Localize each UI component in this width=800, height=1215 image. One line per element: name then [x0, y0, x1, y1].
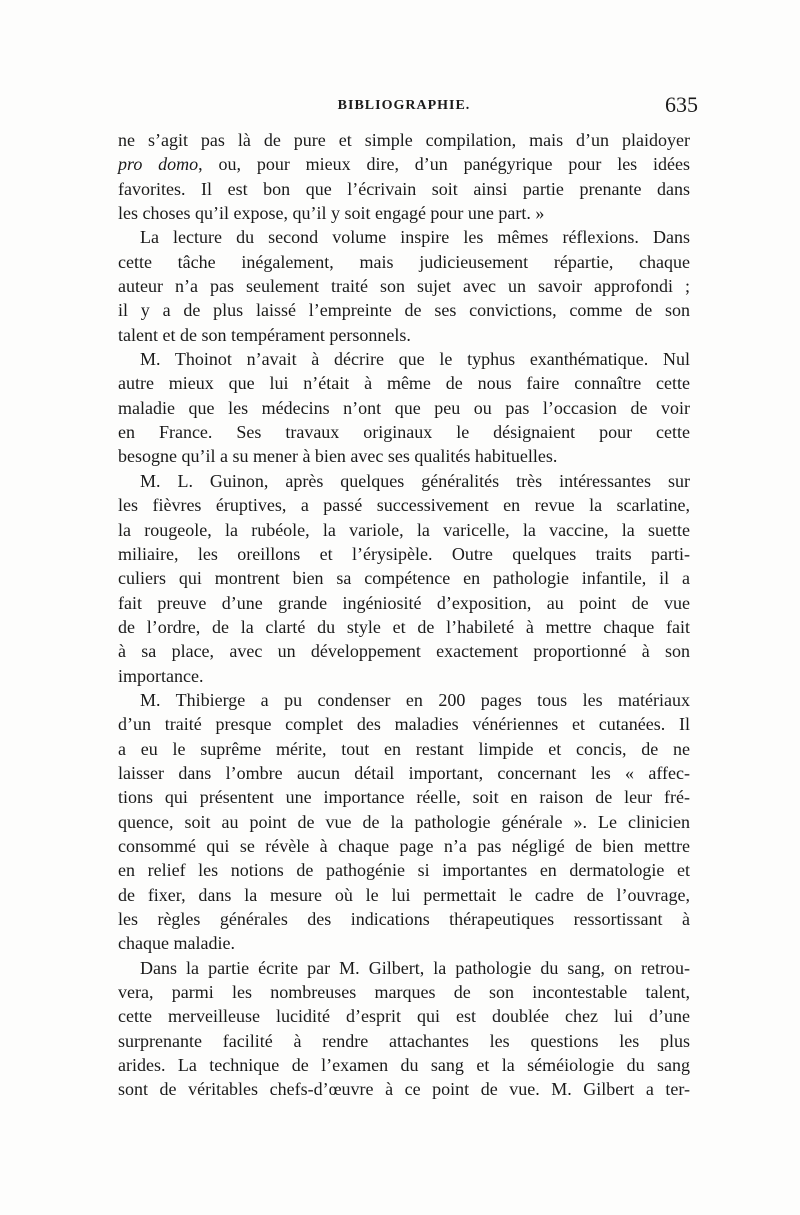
- text-line: tions qui présentent une importance réelle, soit en raison de leur fré-: [118, 787, 690, 808]
- text-line: il y a de plus laissé l’empreinte de ses convictions, comme de son: [118, 300, 690, 321]
- text-line: miliaire, les oreillons et l’érysipèle. Outre quelques traits parti-: [118, 543, 690, 564]
- paragraph: [118, 469, 690, 688]
- text-line: surprenante facilité à rendre attachantes les questions les plus: [118, 1030, 690, 1051]
- text-line: sont de véritables chefs-d’œuvre à ce point de vue. M. Gilbert a ter-: [118, 1079, 690, 1100]
- text-line: quence, soit au point de vue de la pathologie générale ». Le clinicien: [118, 811, 690, 832]
- text-line: la rougeole, la rubéole, la variole, la varicelle, la vaccine, la suette: [118, 519, 690, 540]
- text-line: vera, parmi les nombreuses marques de son incontestable talent,: [118, 982, 690, 1003]
- text-line: les règles générales des indications thérapeutiques ressortissant à: [118, 909, 690, 929]
- text-line: maladie que les médecins n’ont que peu ou pas l’occasion de voir: [118, 397, 690, 418]
- text-line: M. Thibierge a pu condenser en 200 pages tous les matériaux: [140, 689, 690, 710]
- text-line: laisser dans l’ombre aucun détail important, concernant les « affec-: [118, 762, 690, 783]
- running-head: [118, 92, 698, 122]
- text-line: de fixer, dans la mesure où le lui permettait le cadre de l’ouvrage,: [118, 884, 690, 905]
- text-line: les choses qu’il expose, qu’il y soit engagé pour une part. »: [118, 203, 545, 224]
- text-line: M. Thoinot n’avait à décrire que le typhus exanthématique. Nul: [140, 349, 690, 370]
- text-line: fait preuve d’une grande ingéniosité d’exposition, au point de vue: [118, 592, 690, 613]
- text-line: cette tâche inégalement, mais judicieusement répartie, chaque: [118, 251, 690, 272]
- text-line: cette merveilleuse lucidité d’esprit qui est doublée chez lui d’une: [118, 1006, 690, 1027]
- text-line: Dans la partie écrite par M. Gilbert, la pathologie du sang, on retrou-: [140, 957, 690, 978]
- paragraph: [118, 956, 690, 1102]
- text-line: ne s’agit pas là de pure et simple compilation, mais d’un plaidoyer: [118, 130, 690, 150]
- text-line: en France. Ses travaux originaux le désignaient pour cette: [118, 422, 690, 443]
- paragraph: [118, 347, 690, 469]
- text-line: talent et de son tempérament personnels.: [118, 324, 411, 345]
- text-line: autre mieux que lui n’était à même de nous faire connaître cette: [118, 373, 690, 394]
- text-line: d’un traité presque complet des maladies vénériennes et cutanées. Il: [118, 714, 690, 735]
- text-line: consommé qui se révèle à chaque page n’a pas négligé de bien mettre: [118, 835, 690, 856]
- text-line: favorites. Il est bon que l’écrivain soit ainsi partie prenante dans: [118, 178, 690, 199]
- text-line: en relief les notions de pathogénie si importantes en dermatologie et: [118, 860, 690, 881]
- text-line: arides. La technique de l’examen du sang et la séméiologie du sang: [118, 1055, 690, 1076]
- paragraph: [118, 688, 690, 956]
- text-line: pro domo, ou, pour mieux dire, d’un panégyrique pour les idées: [118, 154, 690, 175]
- text-line: de l’ordre, de la clarté du style et de l’habileté à mettre chaque fait: [118, 616, 690, 637]
- text-line: auteur n’a pas seulement traité son sujet avec un savoir approfondi ;: [118, 276, 690, 297]
- text-line: M. L. Guinon, après quelques généralités très intéressantes sur: [140, 470, 690, 491]
- text-line: La lecture du second volume inspire les mêmes réflexions. Dans: [140, 227, 690, 248]
- running-title: BIBLIOGRAPHIE.: [337, 98, 471, 113]
- text-line: culiers qui montrent bien sa compétence en pathologie infantile, il a: [118, 568, 690, 589]
- body-text: [118, 128, 690, 1102]
- paragraph: [118, 128, 690, 225]
- text-line: à sa place, avec un développement exactement proportionné à son: [118, 641, 690, 662]
- paragraph: [118, 225, 690, 347]
- text-line: a eu le suprême mérite, tout en restant limpide et concis, de ne: [118, 738, 690, 759]
- page-number: 635: [665, 92, 698, 117]
- text-line: les fièvres éruptives, a passé successivement en revue la scarlatine,: [118, 495, 690, 516]
- text-line: besogne qu’il a su mener à bien avec ses qualités habituelles.: [118, 446, 558, 467]
- text-line: chaque maladie.: [118, 933, 235, 954]
- text-line: importance.: [118, 665, 204, 686]
